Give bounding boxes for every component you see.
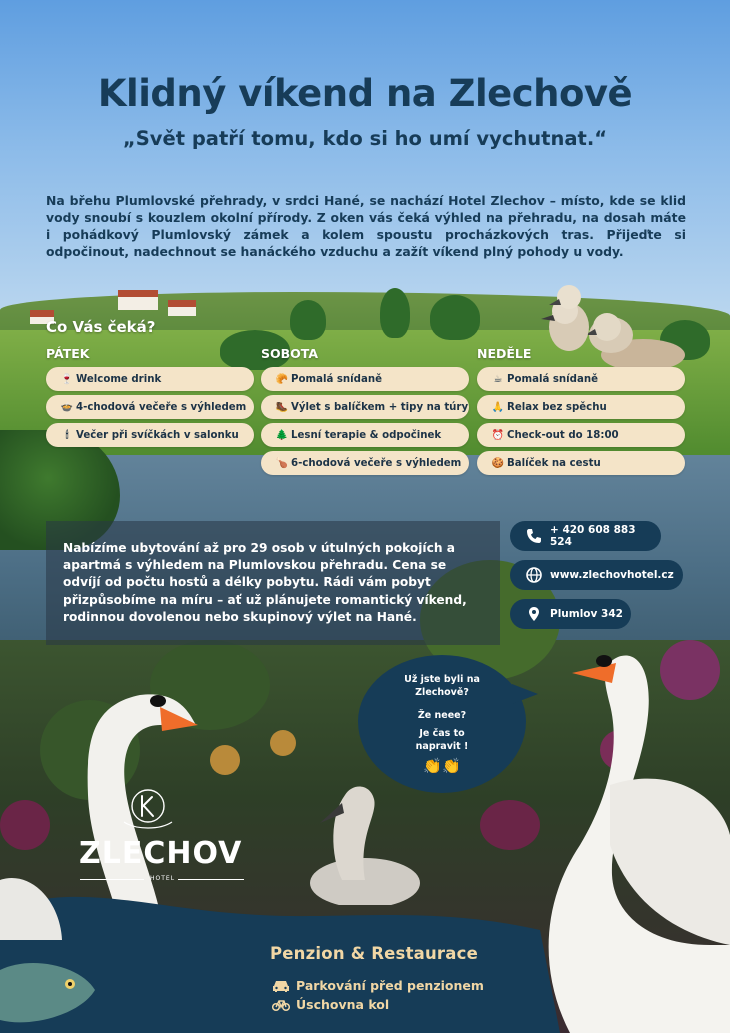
dinner-plate-icon: 🍲	[60, 401, 74, 413]
meditation-icon: 🙏	[491, 401, 505, 413]
tree-icon: 🌲	[275, 429, 289, 441]
fish-illustration	[0, 950, 100, 1033]
schedule-item-text: Výlet s balíčkem + tipy na túry	[291, 401, 469, 413]
schedule-item	[477, 451, 685, 475]
croissant-icon: 🥐	[275, 373, 289, 385]
schedule-item-text: Balíček na cestu	[507, 457, 601, 469]
tree	[380, 288, 410, 338]
schedule-item-text: Večer při svíčkách v salonku	[76, 429, 239, 441]
globe-icon	[526, 567, 542, 583]
feature-bike-storage	[272, 997, 389, 1012]
intro-paragraph: Na břehu Plumlovské přehrady, v srdci Hané, se nachází Hotel Zlechov – místo, kde se klid vody snoubí s kouzlem okolní přírody. Z oken vás čeká výhled na přehradu, na dosah máte i pohádkový Plumlovský zámek a kolem spoustu procházkových tras. Přijeďte si odpočinout, nadechnout se hanáckého vzduchu a zažít víkend plný pohody u vody.	[46, 193, 686, 259]
schedule-item	[477, 395, 685, 419]
schedule-item	[46, 423, 254, 447]
address-text: Plumlov 342	[550, 608, 623, 620]
hiking-boot-icon: 🥾	[275, 401, 289, 413]
bicycle-icon	[272, 998, 290, 1012]
schedule-item-text: Welcome drink	[76, 373, 162, 385]
alarm-clock-icon: ⏰	[491, 429, 505, 441]
schedule-item	[261, 395, 469, 419]
schedule-item	[261, 451, 469, 475]
logo-wordmark: ZLECHOV	[79, 836, 243, 871]
schedule-item-text: 6-chodová večeře s výhledem	[291, 457, 462, 469]
logo-divider	[80, 879, 144, 880]
candle-icon: 🕯	[65, 429, 69, 441]
schedule-item	[261, 367, 469, 391]
page-subtitle: „Svět patří tomu, kdo si ho umí vychutnat.“	[122, 127, 608, 150]
feature-parking	[272, 978, 484, 993]
logo-subtitle: HOTEL	[150, 875, 176, 882]
roast-icon: 🍗	[275, 457, 289, 469]
schedule-item-text: 4-chodová večeře s výhledem	[76, 401, 247, 413]
schedule-item	[261, 423, 469, 447]
logo-divider	[178, 879, 244, 880]
schedule-item-text: Lesní terapie & odpočinek	[291, 429, 442, 441]
feature-text: Úschovna kol	[296, 997, 390, 1012]
schedule-item	[46, 367, 254, 391]
page-title: Klidný víkend na Zlechově	[97, 72, 633, 115]
schedule-heading: Co Vás čeká?	[46, 318, 156, 336]
house	[168, 300, 196, 316]
bread-package-icon: 🍪	[491, 457, 505, 469]
clapping-hands-icon: 👏👏	[423, 757, 461, 775]
day-column-friday	[46, 346, 254, 451]
day-column-sunday	[477, 346, 685, 479]
wine-glass-icon: 🍷	[60, 373, 74, 385]
phone-contact[interactable]	[510, 521, 661, 551]
car-icon	[272, 979, 290, 993]
swan-wing-illustration	[0, 870, 70, 940]
web-contact[interactable]	[510, 560, 683, 590]
house	[118, 290, 158, 310]
phone-icon	[526, 528, 542, 544]
schedule-item-text: Relax bez spěchu	[507, 401, 607, 413]
schedule-item	[46, 395, 254, 419]
flower	[270, 730, 296, 756]
day-label: PÁTEK	[46, 346, 90, 361]
tree	[290, 300, 326, 340]
accommodation-text: Nabízíme ubytování až pro 29 osob v útulných pokojích a apartmá s výhledem na Plumlovskou přehradu. Cena se odvíjí od počtu hostů a délky pobytu. Rádi vám pobyt přizpůsobíme na míru – ať už plánujete romantický víkend, rodinnou dovolenou nebo skupinový výlet na Hané.	[63, 541, 467, 624]
footer-title: Penzion & Restaurace	[270, 944, 478, 963]
hotel-logo-icon	[120, 786, 176, 832]
location-pin-icon	[526, 606, 542, 622]
feature-text: Parkování před penzionem	[296, 978, 484, 993]
flower	[0, 800, 50, 850]
schedule-item-text: Check-out do 18:00	[507, 429, 619, 441]
website-url: www.zlechovhotel.cz	[550, 569, 674, 581]
phone-number: + 420 608 883 524	[549, 524, 636, 548]
schedule-item	[477, 367, 685, 391]
bubble-cta: Je čas to napravit !	[415, 728, 469, 752]
coffee-icon: ☕	[493, 373, 503, 385]
address-contact[interactable]	[510, 599, 631, 629]
bubble-answer: Že neee?	[417, 710, 467, 721]
day-label: SOBOTA	[261, 346, 319, 361]
schedule-item	[477, 423, 685, 447]
schedule-item-text: Pomalá snídaně	[291, 373, 383, 385]
bubble-question: Už jste byli na Zlechově?	[404, 674, 480, 698]
day-label: NEDĚLE	[477, 346, 532, 361]
sky	[0, 0, 730, 330]
schedule-item-text: Pomalá snídaně	[507, 373, 599, 385]
day-column-saturday	[261, 346, 469, 479]
tree	[430, 295, 480, 340]
